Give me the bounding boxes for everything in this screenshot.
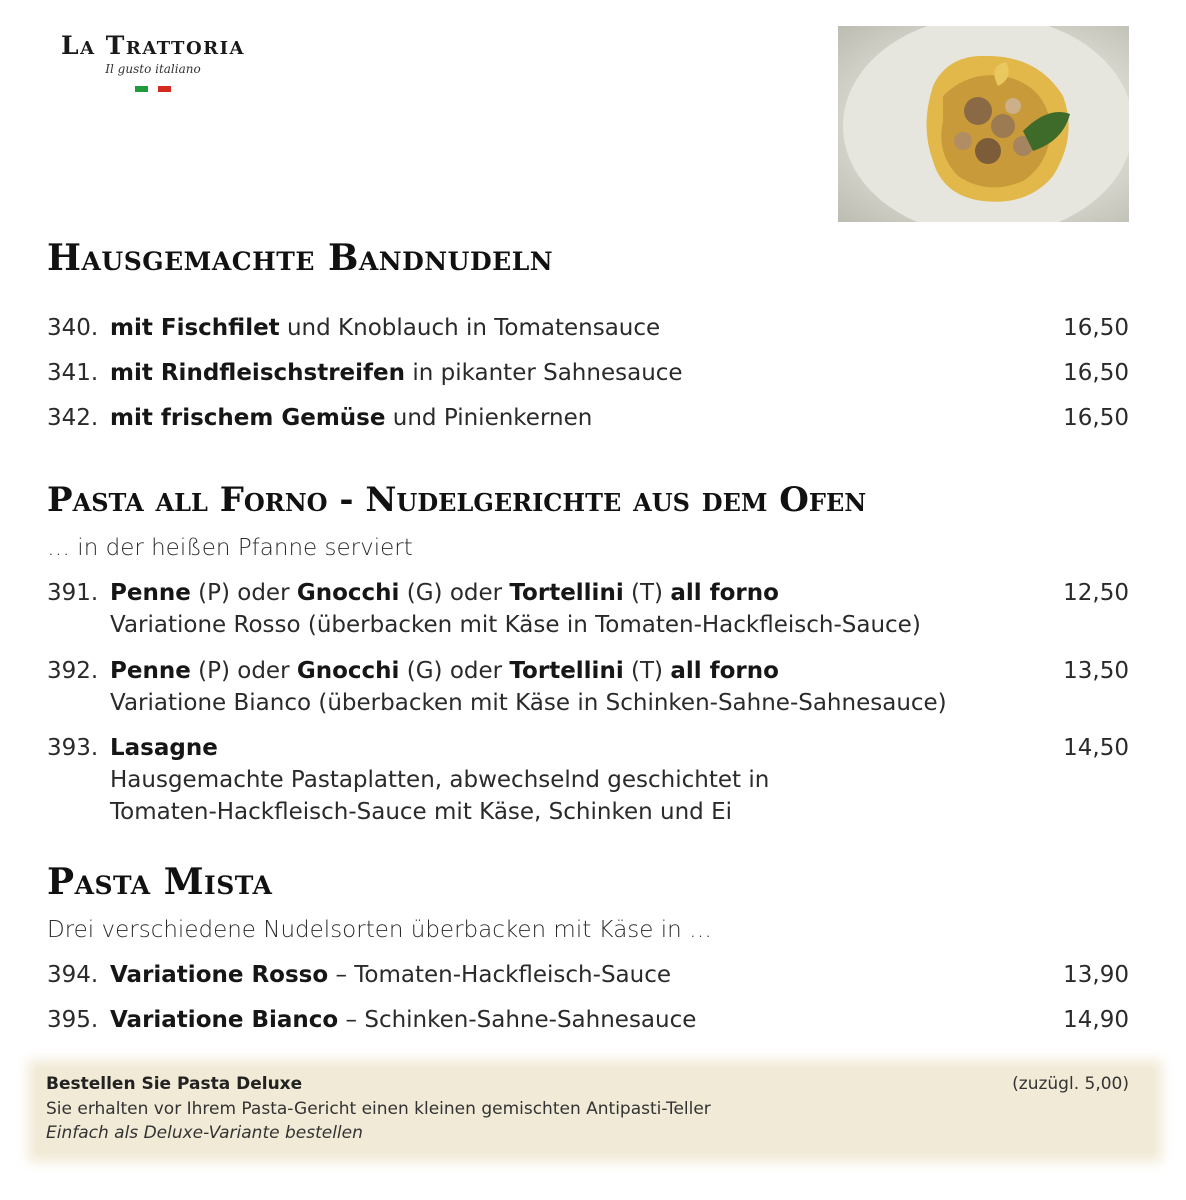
item-description: und Knoblauch in Tomatensauce — [279, 315, 661, 341]
item-name: mit Fischfilet — [110, 315, 280, 341]
pasta-dish-photo — [838, 26, 1129, 222]
item-text — [110, 1004, 1010, 1036]
item-connector: (T) — [623, 658, 671, 684]
item-description: und Pinienkernen — [385, 405, 593, 431]
item-name: Tortellini — [509, 580, 624, 606]
restaurant-tagline: Il gusto italiano — [105, 62, 201, 76]
item-name: Tortellini — [509, 658, 624, 684]
item-number: 340. — [47, 315, 99, 341]
item-number: 342. — [47, 405, 99, 431]
restaurant-name: La Trattoria — [61, 31, 245, 60]
item-text — [110, 577, 1010, 641]
deluxe-description: Sie erhalten vor Ihrem Pasta-Gericht einen kleinen gemischten Antipasti-Teller — [46, 1099, 711, 1119]
item-number: 392. — [47, 658, 99, 684]
item-name: Lasagne — [110, 735, 218, 761]
item-price: 16,50 — [1063, 315, 1129, 341]
item-price: 12,50 — [1063, 580, 1129, 606]
item-description: Tomaten-Hackfleisch-Sauce mit Käse, Schinken und Ei — [110, 799, 732, 825]
item-name: all forno — [670, 580, 779, 606]
item-connector: (G) oder — [399, 580, 510, 606]
deluxe-price: (zuzügl. 5,00) — [1012, 1074, 1129, 1094]
item-price: 13,90 — [1063, 962, 1129, 988]
item-name: Variatione Bianco — [110, 1007, 339, 1033]
item-price: 14,90 — [1063, 1007, 1129, 1033]
italian-flag-icon — [48, 86, 258, 92]
deluxe-title: Bestellen Sie Pasta Deluxe — [46, 1074, 303, 1094]
item-name: Gnocchi — [296, 658, 400, 684]
item-text — [110, 732, 1010, 828]
item-text — [110, 959, 1010, 991]
deluxe-note: Einfach als Deluxe-Variante bestellen — [46, 1123, 363, 1143]
item-number: 391. — [47, 580, 99, 606]
item-price: 13,50 — [1063, 658, 1129, 684]
restaurant-logo — [48, 31, 258, 92]
item-name: mit Rindfleischstreifen — [110, 360, 406, 386]
section-title-mista: Pasta Mista — [47, 861, 273, 903]
item-text — [110, 357, 1010, 389]
item-connector: (P) oder — [190, 658, 297, 684]
item-number: 394. — [47, 962, 99, 988]
item-connector: (G) oder — [399, 658, 510, 684]
item-number: 341. — [47, 360, 99, 386]
item-number: 393. — [47, 735, 99, 761]
item-description: Variatione Rosso (überbacken mit Käse in Tomaten-Hackfleisch-Sauce) — [110, 612, 921, 638]
deluxe-offer-box — [36, 1068, 1154, 1154]
item-name: Penne — [110, 580, 191, 606]
item-number: 395. — [47, 1007, 99, 1033]
item-description: in pikanter Sahnesauce — [405, 360, 683, 386]
item-text — [110, 655, 1010, 719]
item-price: 16,50 — [1063, 360, 1129, 386]
section-title-bandnudeln: Hausgemachte Bandnudeln — [47, 237, 554, 279]
item-price: 14,50 — [1063, 735, 1129, 761]
item-name: all forno — [670, 658, 779, 684]
item-name: Penne — [110, 658, 191, 684]
item-text — [110, 402, 1010, 434]
section-intro-mista: Drei verschiedene Nudelsorten überbacken mit Käse in … — [47, 917, 713, 943]
item-price: 16,50 — [1063, 405, 1129, 431]
section-title-forno: Pasta all Forno - Nudelgerichte aus dem Ofen — [47, 480, 867, 520]
item-description: Hausgemachte Pastaplatten, abwechselnd geschichtet in — [110, 767, 770, 793]
item-text — [110, 312, 1010, 344]
item-connector: (T) — [623, 580, 671, 606]
item-name: mit frischem Gemüse — [110, 405, 386, 431]
item-description: – Tomaten-Hackfleisch-Sauce — [328, 962, 672, 988]
item-name: Gnocchi — [296, 580, 400, 606]
section-intro-forno: … in der heißen Pfanne serviert — [47, 535, 413, 561]
item-description: Variatione Bianco (überbacken mit Käse in Schinken-Sahne-Sahnesauce) — [110, 690, 947, 716]
item-description: – Schinken-Sahne-Sahnesauce — [338, 1007, 697, 1033]
item-name: Variatione Rosso — [110, 962, 329, 988]
item-connector: (P) oder — [190, 580, 297, 606]
